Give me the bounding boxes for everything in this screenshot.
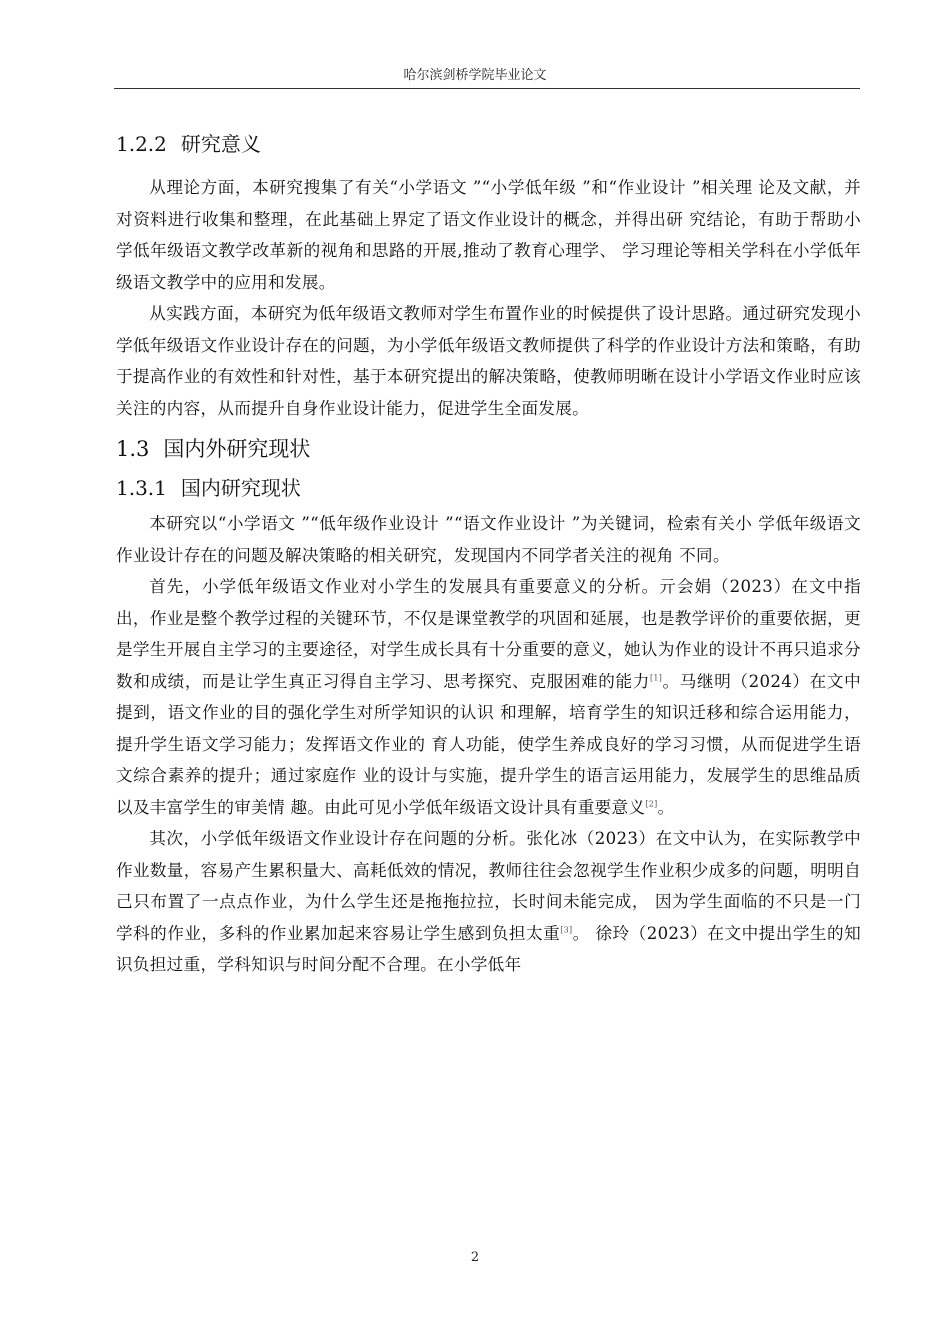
section-number: 1.3	[116, 437, 150, 461]
section-number: 1.3.1	[116, 476, 167, 500]
section-heading-1-3	[116, 434, 861, 464]
text-run: 首先，小学低年级语文作业对小学生的发展具有重要意义的分析。亓会娟（2023）在文中指出，作业是整个教学过程的关键环节，不仅是课堂教学的巩固和延展，也是教学评价的重要依据，更是学生开展自主学习的主要途径，对学生成长具有十分重要的意义，她认为作业的设计不再只追求分数和成绩，而是让学生真正习得自主学习、思考探究、克服困难的能力	[116, 577, 861, 691]
section-number: 1.2.2	[116, 132, 167, 156]
section-title: 国内研究现状	[180, 476, 301, 500]
body-content	[116, 120, 861, 981]
text-run: 。 徐玲（2023）在文中提出学生的知识负担过重，学科知识与时间分配不合理。在小学低年	[116, 923, 861, 974]
section-title: 研究意义	[180, 132, 261, 156]
paragraph-theory: 从理论方面，本研究搜集了有关“小学语文 ”“小学低年级 ”和“作业设计 ”相关理 论及文献，并对资料进行收集和整理，在此基础上界定了语文作业设计的概念，并得出研 究结论，有助于帮助小学低年级语文教学改革新的视角和思路的开展,推动了教育心理学、 学习理论等相关学科在小学低年级语文教学中的应用和发展。	[116, 178, 861, 292]
text-run: 其次，小学低年级语文作业设计存在问题的分析。张化冰（2023）在文中认为，在实际教学中作业数量，容易产生累积量大、高耗低效的情况，教师往往会忽视学生作业积少成多的问题，明明自己只布置了一点点作业，为什么学生还是拖拖拉拉，长时间未能完成， 因为学生面临的不只是一门学科的作业，多科的作业累加起来容易让学生感到负担太重	[116, 829, 861, 943]
text-run: 。	[657, 797, 675, 817]
citation-2: [2]	[645, 798, 658, 808]
citation-3: [3]	[560, 924, 573, 934]
header-divider	[114, 88, 860, 89]
paragraph-significance	[116, 571, 861, 823]
running-header: 哈尔滨剑桥学院毕业论文	[403, 68, 547, 83]
text-run: 。马继明（2024）在文中提到，语文作业的目的强化学生对所学知识的认识 和理解，培育学生的知识迁移和综合运用能力，提升学生语文学习能力；发挥语文作业的 育人功能，使学生养成良好的学习习惯，从而促进学生语文综合素养的提升；通过家庭作 业的设计与实施，提升学生的语言运用能力，发展学生的思维品质以及丰富学生的审美情 趣。由此可见小学低年级语文设计具有重要意义	[116, 671, 861, 817]
citation-1: [1]	[649, 672, 663, 682]
section-heading-1-2-2	[116, 130, 861, 158]
section-title: 国内外研究现状	[163, 437, 311, 461]
paragraph-keywords: 本研究以“小学语文 ”“低年级作业设计 ”“语文作业设计 ”为关键词，检索有关小 学低年级语文作业设计存在的问题及解决策略的相关研究，发现国内不同学者关注的视角 不同。	[116, 514, 861, 565]
paragraph-practice: 从实践方面，本研究为低年级语文教师对学生布置作业的时候提供了设计思路。通过研究发现小学低年级语文作业设计存在的问题，为小学低年级语文教师提供了科学的作业设计方法和策略，有助于提高作业的有效性和针对性，基于本研究提出的解决策略，使教师明晰在设计小学语文作业时应该关注的内容，从而提升自身作业设计能力，促进学生全面发展。	[116, 304, 861, 418]
page-number: 2	[470, 1250, 480, 1265]
paragraph-problems	[116, 823, 861, 981]
section-heading-1-3-1	[116, 474, 861, 502]
